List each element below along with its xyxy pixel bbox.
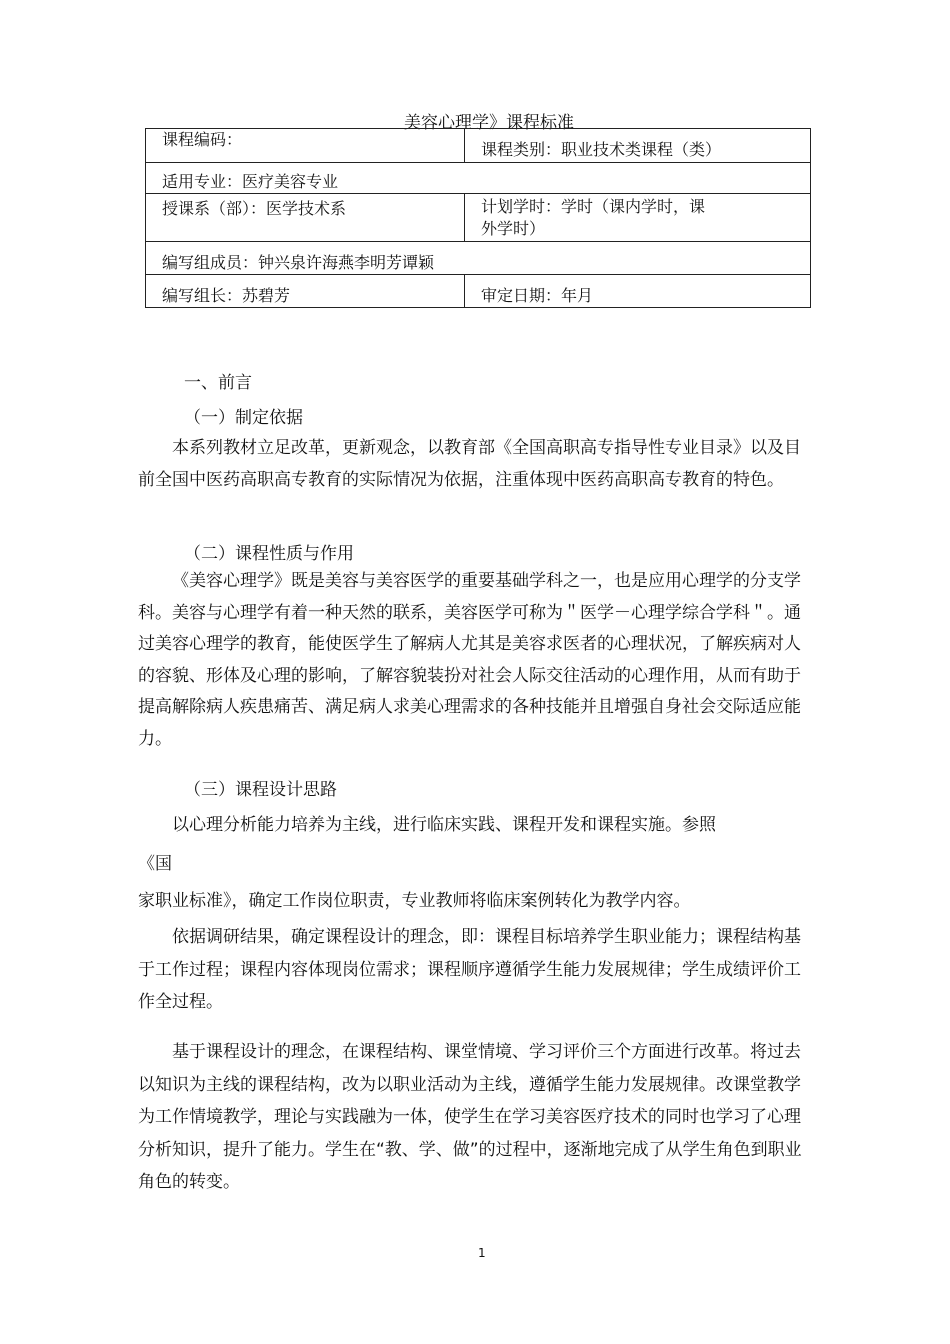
subsection-heading: （三）课程设计思路 [184,780,337,800]
group-leader-cell: 编写组长：苏碧芳 [146,275,465,308]
course-info-table [145,128,811,308]
paragraph-line: 家职业标准》，确定工作岗位职责，专业教师将临床案例转化为教学内容。 [138,891,691,911]
teaching-department-cell: 授课系（部）：医学技术系 [146,194,465,242]
applicable-major-cell: 适用专业：医疗美容专业 [146,163,811,194]
planned-hours-line: 计划学时：学时（课内学时，课 [481,197,706,216]
course-code-cell: 课程编码： [146,129,465,163]
document-title: 美容心理学》课程标准 [404,113,574,133]
planned-hours-cell [465,194,811,242]
page-number: 1 [478,1246,486,1260]
paragraph: 本系列教材立足改革，更新观念，以教育部《全国高职高专指导性专业目录》以及目前全国中医药高职高专教育的实际情况为依据，注重体现中医药高职高专教育的特色。 [138,438,801,490]
paragraph-line: 《国 [138,854,172,874]
course-category-cell: 课程类别：职业技术类课程（类） [465,129,811,163]
authors-cell: 编写组成员：钟兴泉许海燕李明芳谭颖 [146,242,811,275]
paragraph-line: 以心理分析能力培养为主线，进行临床实践、课程开发和课程实施。参照 [172,815,716,835]
subsection-heading: （一）制定依据 [184,408,303,428]
planned-hours-line: 外学时） [481,219,546,238]
review-date-cell: 审定日期：年月 [465,275,811,308]
section-heading: 一、前言 [184,373,252,393]
paragraph: 基于课程设计的理念，在课程结构、课堂情境、学习评价三个方面进行改革。将过去以知识为主线的课程结构，改为以职业活动为主线，遵循学生能力发展规律。改课堂教学为工作情境教学，理论与实践融为一体，使学生在学习美容医疗技术的同时也学习了心理分析知识，提升了能力。学生在“教、学、做”的过程中，逐渐地完成了从学生角色到职业角色的转变。 [138,1042,802,1192]
paragraph: 《美容心理学》既是美容与美容医学的重要基础学科之一，也是应用心理学的分支学科。美容与心理学有着一种天然的联系，美容医学可称为＂医学－心理学综合学科＂。通过美容心理学的教育，能使医学生了解病人尤其是美容求医者的心理状况，了解疾病对人的容貌、形体及心理的影响，了解容貌装扮对社会人际交往活动的心理作用，从而有助于提高解除病人疾患痛苦、满足病人求美心理需求的各种技能并且增强自身社会交际适应能力。 [138,571,801,749]
paragraph: 依据调研结果，确定课程设计的理念，即：课程目标培养学生职业能力；课程结构基于工作过程；课程内容体现岗位需求；课程顺序遵循学生能力发展规律；学生成绩评价工作全过程。 [138,927,801,1012]
subsection-heading: （二）课程性质与作用 [184,544,354,564]
